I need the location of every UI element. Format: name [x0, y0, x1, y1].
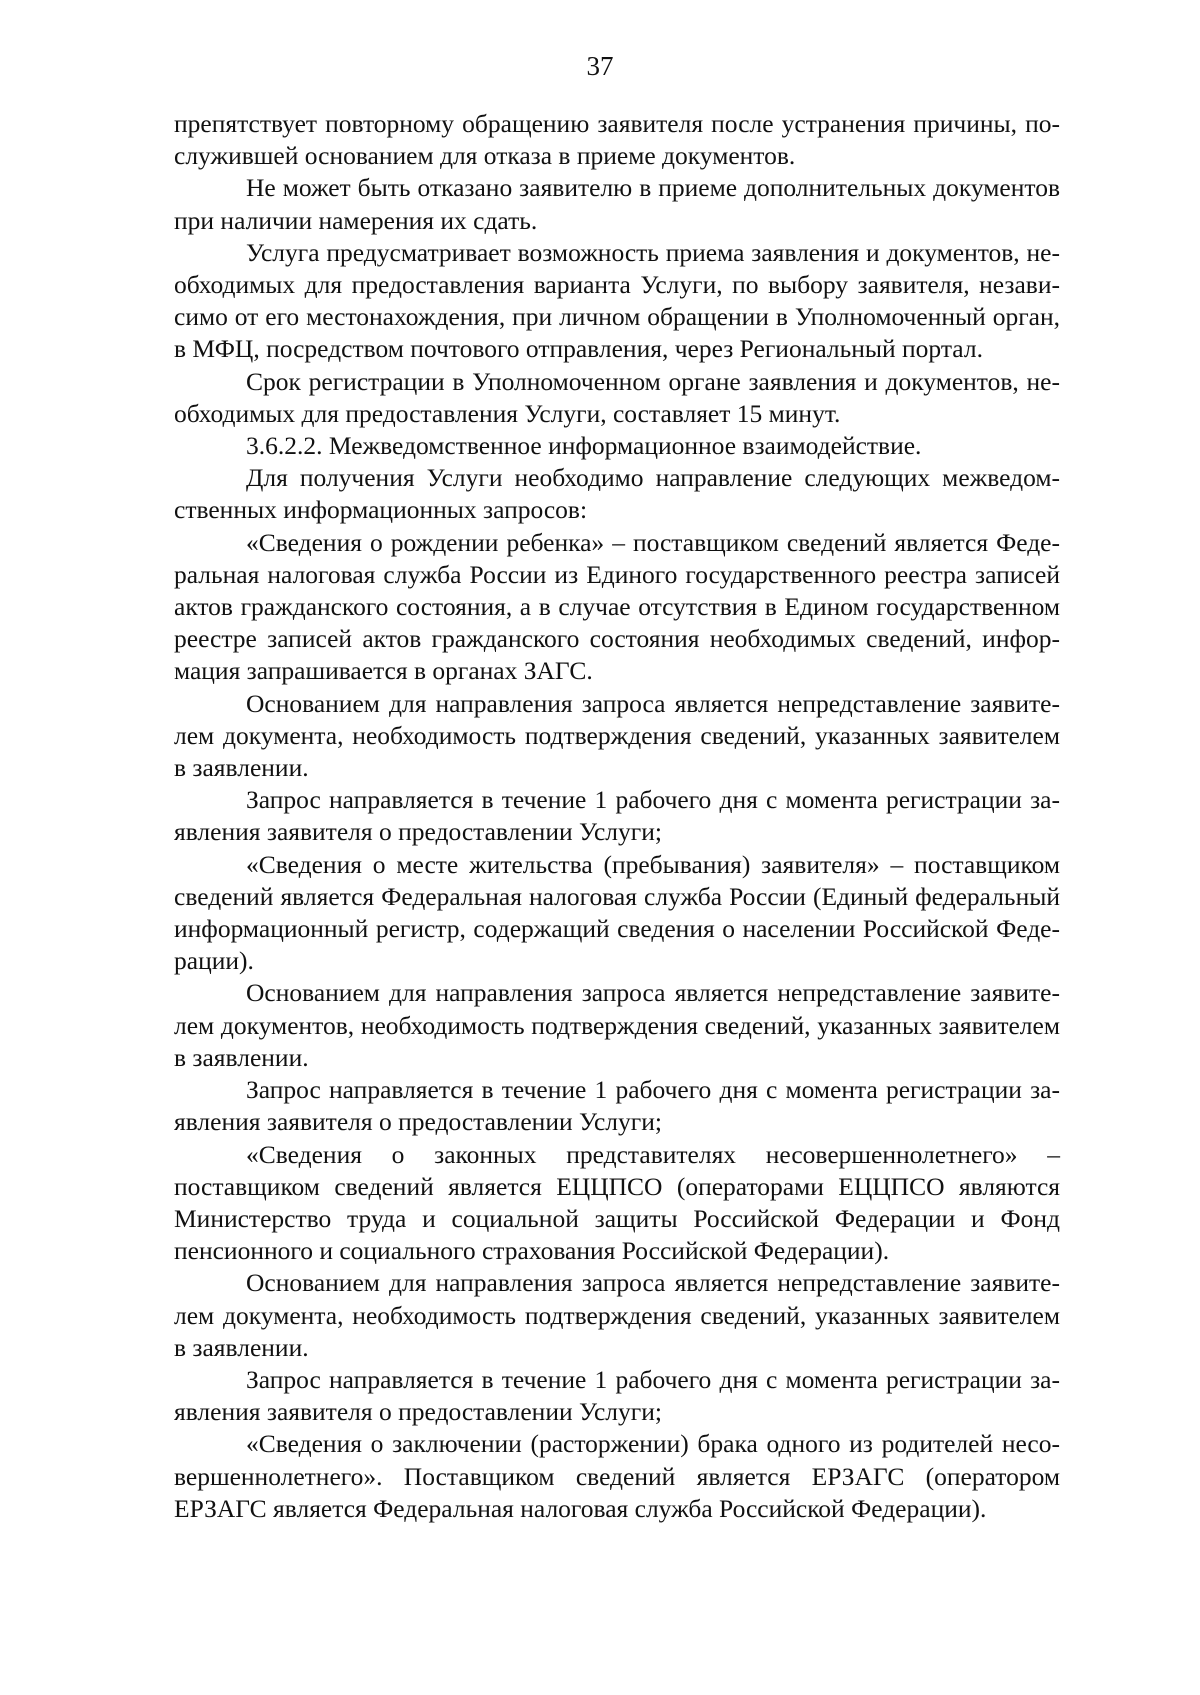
paragraph: Не может быть отказано заявителю в приеме дополнительных документов при наличии намерения их сдать.: [174, 173, 1060, 235]
page-number: 37: [586, 51, 614, 81]
paragraph: Основанием для направления запроса является непредставление заявителем документа, необходимость подтверждения сведений, указанных заявителем в заявлении.: [174, 1268, 1060, 1362]
paragraph: «Сведения о заключении (расторжении) брака одного из родителей несовершеннолетнего». Поставщиком сведений является ЕРЗАГС (оператором ЕРЗАГС является Федеральная налоговая служба Российской Федерации).: [174, 1429, 1060, 1523]
paragraph: Запрос направляется в течение 1 рабочего дня с момента регистрации заявления заявителя о предоставлении Услуги;: [174, 1075, 1060, 1137]
paragraph: «Сведения о рождении ребенка» – поставщиком сведений является Федеральная налоговая служба России из Единого государственного реестра записей актов гражданского состояния, а в случае отсутствия в Едином государственном реестре записей актов гражданского состояния необходимых сведений, информация запрашивается в органах ЗАГС.: [174, 527, 1060, 686]
paragraph: Запрос направляется в течение 1 рабочего дня с момента регистрации заявления заявителя о предоставлении Услуги;: [174, 1364, 1060, 1427]
paragraph: Для получения Услуги необходимо направление следующих межведомственных информационных запросов:: [174, 463, 1060, 525]
paragraph: Основанием для направления запроса является непредставление заявителем документа, необходимость подтверждения сведений, указанных заявителем в заявлении.: [174, 688, 1060, 783]
paragraph: «Сведения о месте жительства (пребывания) заявителя» – поставщиком сведений является Федеральная налоговая служба России (Единый федеральный информационный регистр, содержащий сведения о населении Российской Федерации).: [174, 849, 1060, 976]
section-heading: 3.6.2.2. Межведомственное информационное взаимодействие.: [246, 431, 922, 461]
document-body: [174, 108, 1060, 1525]
paragraph: Основанием для направления запроса является непредставление заявителем документов, необходимость подтверждения сведений, указанных заявителем в заявлении.: [174, 978, 1060, 1072]
paragraph: препятствует повторному обращению заявителя после устранения причины, послужившей основанием для отказа в приеме документов.: [174, 109, 1060, 171]
paragraph: Запрос направляется в течение 1 рабочего дня с момента регистрации заявления заявителя о предоставлении Услуги;: [174, 785, 1060, 847]
paragraph: Услуга предусматривает возможность приема заявления и документов, необходимых для предоставления варианта Услуги, по выбору заявителя, независимо от его местонахождения, при личном обращении в Уполномоченный орган, в МФЦ, посредством почтового отправления, через Региональный портал.: [174, 237, 1060, 364]
paragraph: «Сведения о законных представителях несовершеннолетнего» – поставщиком сведений является ЕЦЦПСО (операторами ЕЦЦПСО являются Министерство труда и социальной защиты Российской Федерации и Фонд пенсионного и социального страхования Российской Федерации).: [174, 1139, 1060, 1266]
paragraph: Срок регистрации в Уполномоченном органе заявления и документов, необходимых для предоставления Услуги, составляет 15 минут.: [174, 366, 1060, 428]
